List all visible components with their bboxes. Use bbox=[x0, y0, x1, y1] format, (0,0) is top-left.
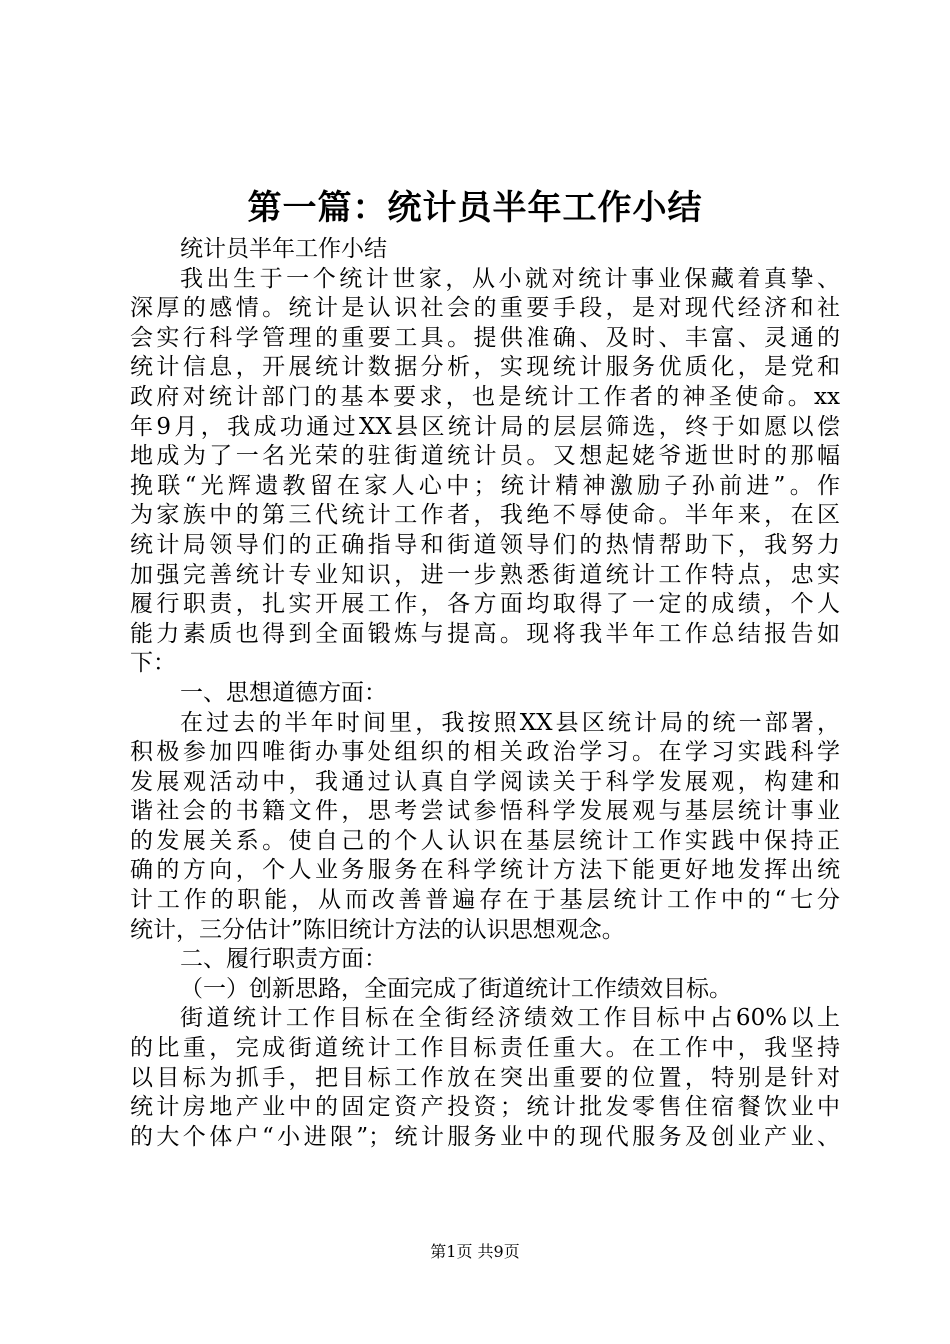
paragraph-line: 加强完善统计专业知识，进一步熟悉街道统计工作特点，忠实 bbox=[130, 561, 840, 588]
paragraph-line: 的发展关系。使自己的个人认识在基层统计工作实践中保持正 bbox=[130, 827, 840, 854]
paragraph-line: 为家族中的第三代统计工作者，我绝不辱使命。半年来，在区 bbox=[130, 502, 840, 529]
paragraph-line: 地成为了一名光荣的驻街道统计员。又想起姥爷逝世时的那幅 bbox=[130, 443, 840, 470]
page-footer: 第1页 共9页 bbox=[430, 1242, 520, 1261]
paragraph-line: 下： bbox=[130, 650, 176, 677]
document-title: 第一篇：统计员半年工作小结 bbox=[247, 188, 703, 228]
paragraph-line: 在过去的半年时间里，我按照XX县区统计局的统一部署， bbox=[180, 709, 840, 736]
paragraph-line: 挽联“光辉遗教留在家人心中；统计精神激励子孙前进”。作 bbox=[130, 472, 840, 499]
paragraph-line: 街道统计工作目标在全街经济绩效工作目标中占60%以上 bbox=[180, 1005, 840, 1032]
paragraph-line: 计工作的职能，从而改善普遍存在于基层统计工作中的“七分 bbox=[130, 887, 840, 914]
paragraph-line: 统计房地产业中的固定资产投资；统计批发零售住宿餐饮业中 bbox=[130, 1094, 840, 1121]
section-heading: 二、履行职责方面： bbox=[180, 946, 387, 973]
paragraph-line: 确的方向，个人业务服务在科学统计方法下能更好地发挥出统 bbox=[130, 857, 840, 884]
paragraph-line: 年9月，我成功通过XX县区统计局的层层筛选，终于如愿以偿 bbox=[130, 413, 840, 440]
document-body bbox=[130, 235, 840, 1152]
section-heading: 一、思想道德方面： bbox=[180, 679, 387, 706]
paragraph-line: 的比重，完成街道统计工作目标责任重大。在工作中，我坚持 bbox=[130, 1035, 840, 1062]
paragraph-line: 统计，三分估计”陈旧统计方法的认识思想观念。 bbox=[130, 916, 625, 943]
paragraph-line: 的大个体户“小进限”；统计服务业中的现代服务及创业产业、 bbox=[130, 1123, 840, 1150]
paragraph-line: 谐社会的书籍文件，思考尝试参悟科学发展观与基层统计事业 bbox=[130, 798, 840, 825]
subtitle-line: 统计员半年工作小结 bbox=[180, 236, 387, 262]
subsection-heading: （一）创新思路，全面完成了街道统计工作绩效目标。 bbox=[180, 975, 732, 1002]
paragraph-line: 发展观活动中，我通过认真自学阅读关于科学发展观，构建和 bbox=[130, 768, 840, 795]
paragraph-line: 能力素质也得到全面锻炼与提高。现将我半年工作总结报告如 bbox=[130, 620, 840, 647]
paragraph-line: 积极参加四唯街办事处组织的相关政治学习。在学习实践科学 bbox=[130, 739, 840, 766]
paragraph-line: 统计信息，开展统计数据分析，实现统计服务优质化，是党和 bbox=[130, 354, 840, 381]
paragraph-line: 深厚的感情。统计是认识社会的重要手段，是对现代经济和社 bbox=[130, 295, 840, 322]
paragraph-line: 政府对统计部门的基本要求，也是统计工作者的神圣使命。xx bbox=[130, 383, 840, 410]
paragraph-line: 我出生于一个统计世家，从小就对统计事业保藏着真挚、 bbox=[180, 265, 840, 292]
paragraph-line: 以目标为抓手，把目标工作放在突出重要的位置，特别是针对 bbox=[130, 1064, 840, 1091]
paragraph-line: 会实行科学管理的重要工具。提供准确、及时、丰富、灵通的 bbox=[130, 324, 840, 351]
paragraph-line: 履行职责，扎实开展工作，各方面均取得了一定的成绩，个人 bbox=[130, 591, 840, 618]
paragraph-line: 统计局领导们的正确指导和街道领导们的热情帮助下，我努力 bbox=[130, 531, 840, 558]
